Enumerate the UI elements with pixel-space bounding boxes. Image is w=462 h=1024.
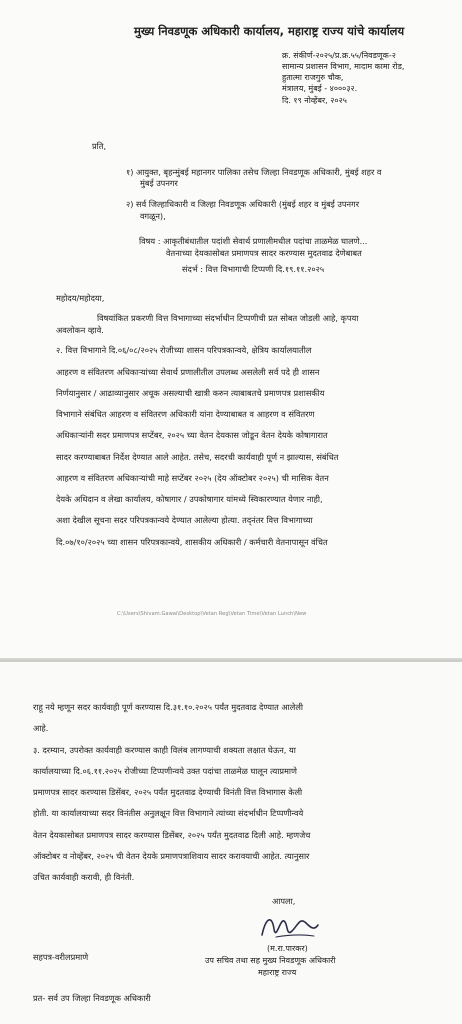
para1-line: विषयांकित प्रकरणी वित्त विभागाच्या संदर्भाधीन टिप्पणीची प्रत सोबत जोडली आहे, कृपया (97, 313, 359, 323)
recipient-2-cont: वगळून), (140, 211, 166, 221)
subject-line-2: वेतनाच्या देयकासोबत प्रमाणपत्र सादर करण्यास मुदतवाढ देणेबाबत (166, 248, 362, 258)
copy-to: प्रत- सर्व उप जिल्हा निवडणूक अधिकारी (33, 993, 151, 1003)
para3-line: प्रमाणपत्र सादर करण्यास डिसेंबर, २०२५ पर्यंत मुदतवाढ देण्याची विनंती वित्त विभागास केली (33, 787, 303, 797)
signatory-title: उप सचिव तथा सह मुख्य निवडणूक अधिकारी (205, 956, 336, 965)
subject-line: विषय : आकृतीबंधातील पदांशी सेवार्थ प्रणालीमधील पदांचा ताळमेळ घालणे... (139, 236, 368, 246)
signatory-state: महाराष्ट्र राज्य (258, 968, 297, 977)
prati-label: प्रति, (92, 141, 107, 151)
office-header: मुख्य निवडणूक अधिकारी कार्यालय, महाराष्ट्र राज्य यांचे कार्यालय (134, 24, 405, 38)
para2-line: दि.०७/१०/२०२५ च्या शासन परिपत्रकान्वये, शासकीय अधिकारी / कर्मचारी वेतनापासून वंचित (56, 537, 328, 547)
para2-line: अशा देखील सूचना सदर परिपत्रकान्वये देण्यात आलेल्या होत्या. तद्नंतर वित्त विभागाच्या (56, 515, 313, 525)
reference-line: संदर्भ : वित्त विभागाची टिप्पणी दि.१९.११.२०२५ (182, 264, 325, 274)
para3-line: ऑक्टोबर व नोव्हेंबर, २०२५ ची वेतन देयके प्रमाणपत्राशिवाय सादर करावयाची आहेत. त्यानुसार (33, 851, 310, 861)
enclosure-note: सहपत्र-वरीलप्रमाणे (33, 952, 89, 962)
file-path-footer: C:\Users\Shivam.Gawai\Desktop\Vetan Reg\Vetan Time\Vetan Lunch\New (117, 611, 307, 617)
recipient-1: १) आयुक्त, बृहन्मुंबई महानगर पालिका तसेच जिल्हा निवडणूक अधिकारी, मुंबई शहर व (126, 167, 382, 177)
para2-line: आहरण व संवितरण अधिकाऱ्यांची माहे सप्टेंबर २०२५ (देय ऑक्टोबर २०२५) ची मासिक वेतन (56, 473, 329, 483)
para3-line: उचित कार्यवाही करावी, ही विनंती. (33, 872, 135, 882)
para3-line: होती. या कार्यालयाच्या सदर विनंतीस अनुलक्षून वित्त विभागाने त्यांच्या संदर्भाधीन टिप्पणीन्वये (33, 808, 304, 818)
address-line: मंत्रालय, मुंबई - ४०००३२. (282, 84, 358, 93)
letter-page-2 (0, 662, 462, 1024)
continuation-line: आहे. (33, 723, 49, 733)
para1-line: अवलोकन व्हावे. (56, 325, 104, 335)
letter-date: दि. १९ नोव्हेंबर, २०२५ (282, 96, 347, 105)
address-line: हुतात्मा राजगुरु चौक, (282, 73, 344, 82)
para2-line: २. वित्त विभागाने दि.०६/०८/२०२५ रोजीच्या शासन परिपत्रकान्वये, क्षेत्रिय कार्यालयातील (56, 345, 312, 355)
signature-image (254, 907, 324, 947)
para3-line: ३. दरम्यान, उपरोक्त कार्यवाही करण्यास काही विलंब लागण्याची शक्यता लक्षात घेऊन, या (33, 745, 296, 755)
para2-line: सादर करण्याबाबत निर्देश देण्यात आले आहेत. तसेच, सदरची कार्यवाही पूर्ण न झाल्यास, संबंधित (56, 452, 339, 462)
para3-line: वेतन देयकासोबत प्रमाणपत्र सादर करण्यास डिसेंबर, २०२५ पर्यंत मुदतवाढ दिली आहे. म्हणजेच (33, 830, 311, 840)
para2-line: विभागाने संबंधित आहरण व संवितरण अधिकारी यांना देण्याबाबत व आहरण व संवितरण (56, 409, 315, 419)
closing: आपला, (272, 896, 296, 906)
salutation: महोदय/महोदया, (56, 293, 105, 303)
para2-line: आहरण व संवितरण अधिकाऱ्यांच्या सेवार्थ प्रणालीतील उपलब्ध असलेली सर्व पदे ही शासन (56, 367, 320, 377)
para3-line: कार्यालयाच्या दि.०६.११.२०२५ रोजीच्या टिप्पणीन्वये उक्त पदांचा ताळमेळ घालून त्याप्रमाणे (33, 766, 297, 776)
signatory-name: (म.रा.पारकर) (267, 944, 308, 953)
reference-number: क्र. संकीर्ण-२०२५/प्र.क्र.५५/निवडणूक-२ (282, 51, 396, 60)
recipient-2: २) सर्व जिल्हाधिकारी व जिल्हा निवडणूक अधिकारी (मुंबई शहर व मुंबई उपनगर (126, 199, 360, 209)
para2-line: देयके अधिदान व लेखा कार्यालय, कोषागार / उपकोषागार यांमध्ये स्विकारण्यात येणार नाही, (56, 494, 323, 504)
para2-line: निर्णयानुसार / आढाव्यानुसार अचूक असल्याची खात्री करुन त्याबाबतचे प्रमाणपत्र प्रशासकीय (56, 388, 325, 398)
recipient-1-cont: मुंबई उपनगर (140, 178, 178, 188)
para2-line: अधिकाऱ्यांनी सदर प्रमाणपत्र सप्टेंबर, २०२५ च्या वेतन देयकास जोडून वेतन देयके कोषागारात (56, 430, 328, 440)
continuation-line: राहू नये म्हणून सदर कार्यवाही पूर्ण करण्यास दि.३१.१०.२०२५ पर्यंत मुदतवाढ देण्यात आलेली (33, 702, 304, 712)
address-line: सामान्य प्रशासन विभाग, मादाम कामा रोड, (282, 62, 405, 71)
